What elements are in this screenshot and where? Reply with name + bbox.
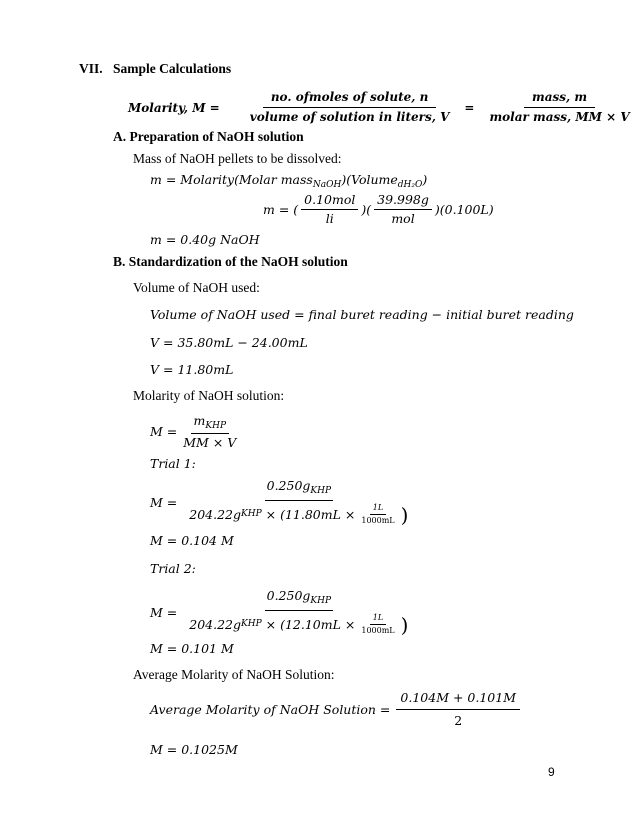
trial-2-molar-mass-subscript: KHP [241,619,262,630]
average-formula [150,690,523,728]
trial-1-lhs: M = [150,494,178,510]
naoh-subscript: NaOH [312,180,342,190]
molarity-label: Molarity of NaOH solution: [133,388,285,403]
trial-1-khp-subscript: KHP [310,486,332,496]
trial-2-numerator [265,588,333,611]
trial-1-denominator [187,501,410,526]
trial-2-lhs: M = [150,604,178,620]
molar-mass-numerator: 39.998g [374,192,432,210]
molarity-lhs: Molarity, M = [128,100,220,115]
naoh-molarity-lhs: M = [150,424,178,440]
trial-1-label: Trial 1: [150,456,196,471]
trial-2-khp-subscript: KHP [310,596,332,606]
trial-2-denominator [187,611,410,636]
naoh-molarity-denominator: MM × V [183,435,237,451]
mass-symbol: m [193,413,206,428]
mass-calc-mid: )( [361,201,372,217]
trial-1-conversion [358,503,397,526]
fraction-2-denominator: molar mass, MM × V [489,110,630,124]
naoh-molarity-fraction [180,413,239,451]
fraction-1-numerator: no. ofmoles of solute, n [263,90,437,108]
concentration-fraction [301,192,358,226]
volume-label: Volume of NaOH used: [133,280,260,295]
mass-formula-text: m = Molarity(Molar mass [150,172,313,187]
trial-2-formula [150,588,413,636]
trial-2-conversion-numerator: 1L [370,613,386,625]
trial-1-conversion-numerator: 1L [370,503,386,515]
fraction-1-denominator: volume of solution in liters, V [249,110,450,124]
trial-1-result: M = 0.104 M [150,533,234,548]
average-numerator: 0.104M + 0.101M [396,690,520,710]
page-number: 9 [548,765,555,779]
naoh-molarity-numerator [191,413,230,434]
mass-calc-lhs: m = ( [263,201,299,217]
mass-formula [150,172,427,190]
trial-1-molar-mass-subscript: KHP [241,509,262,520]
section-title: Sample Calculations [113,61,232,76]
trial-2-close-paren: ) [400,612,409,637]
trial-2-fraction [187,588,410,636]
part-a-label: Mass of NaOH pellets to be dissolved: [133,151,342,166]
khp-subscript: KHP [205,421,227,431]
part-a-heading: A. Preparation of NaOH solution [113,129,304,144]
molar-mass-fraction [374,192,432,226]
trial-1-khp-mass: 0.250g [266,478,311,493]
molarity-fraction-2 [481,90,637,125]
trial-1-formula [150,478,413,526]
average-lhs: Average Molarity of NaOH Solution = [150,701,391,717]
naoh-molarity-formula [150,413,242,451]
trial-2-label: Trial 2: [150,561,196,576]
fraction-2-numerator: mass, m [524,90,595,108]
water-subscript: dH₂O [397,180,423,190]
trial-1-conversion-denominator: 1000mL [361,516,395,526]
mass-formula-volume: )(Volume [341,172,398,187]
volume-formula: Volume of NaOH used = final buret reading − initial buret reading [150,307,574,322]
average-result: M = 0.1025M [150,742,238,757]
trial-2-khp-molar-mass: 204.22g [189,616,241,632]
molarity-fraction-1 [242,90,458,125]
section-number: VII. [79,61,103,76]
trial-1-volume: × (11.80mL × [265,506,356,522]
trial-2-conversion [358,613,397,636]
trial-1-close-paren: ) [400,502,409,527]
mass-calculation [263,192,494,226]
average-fraction [396,690,520,728]
mass-formula-close: ) [422,172,428,187]
molarity-formula [128,90,638,125]
molar-mass-denominator: mol [391,210,415,226]
concentration-denominator: li [325,210,334,226]
concentration-numerator: 0.10mol [301,192,358,210]
average-label: Average Molarity of NaOH Solution: [133,667,335,682]
equals-sign: = [464,100,475,115]
part-b-heading: B. Standardization of the NaOH solution [113,254,348,269]
trial-2-conversion-denominator: 1000mL [361,626,395,636]
trial-1-fraction [187,478,410,526]
average-denominator: 2 [454,712,463,728]
volume-calculation: V = 35.80mL − 24.00mL [150,335,308,350]
volume-result: V = 11.80mL [150,362,234,377]
mass-calc-end: )(0.100L) [434,201,494,217]
trial-1-khp-molar-mass: 204.22g [189,506,241,522]
trial-2-volume: × (12.10mL × [265,616,356,632]
trial-2-result: M = 0.101 M [150,641,234,656]
mass-result: m = 0.40g NaOH [150,232,260,247]
trial-2-khp-mass: 0.250g [266,588,311,603]
trial-1-numerator [265,478,333,501]
